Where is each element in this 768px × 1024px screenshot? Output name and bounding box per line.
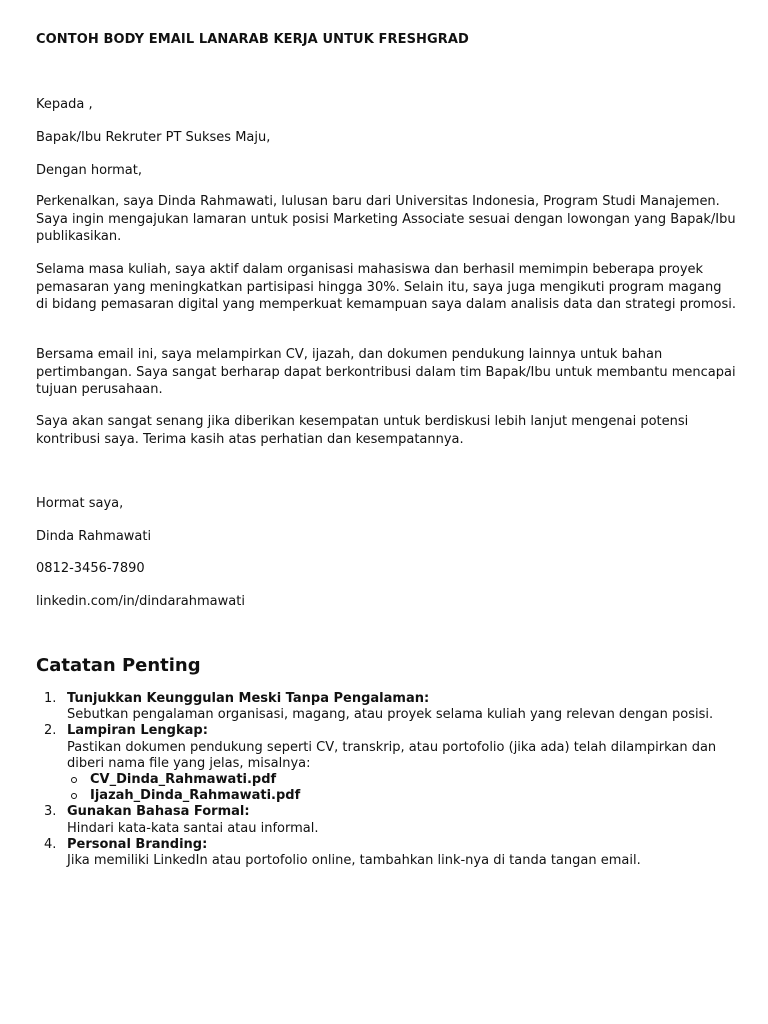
circle-bullet-icon — [71, 777, 77, 783]
circle-bullet-icon — [71, 793, 77, 799]
note-number: 4. — [44, 836, 57, 852]
note-title: Personal Branding: — [67, 836, 208, 852]
file-example-item — [67, 788, 736, 804]
note-title: Tunjukkan Keunggulan Meski Tanpa Pengalaman: — [67, 691, 430, 706]
note-description: Sebutkan pengalaman organisasi, magang, atau proyek selama kuliah yang relevan dengan posisi. — [67, 707, 714, 723]
note-title: Gunakan Bahasa Formal: — [67, 804, 250, 820]
note-number: 3. — [44, 804, 57, 820]
note-item — [36, 691, 736, 723]
file-example-list — [67, 772, 736, 804]
note-item — [36, 804, 736, 836]
signature-linkedin: linkedin.com/in/dindarahmawati — [36, 594, 245, 609]
letter-greeting: Kepada , — [36, 97, 93, 112]
document-title: CONTOH BODY EMAIL LANARAB KERJA UNTUK FRESHGRAD — [36, 32, 469, 47]
letter-salutation: Dengan hormat, — [36, 163, 143, 178]
file-name: CV_Dinda_Rahmawati.pdf — [90, 772, 277, 788]
letter-paragraph-attachments: Bersama email ini, saya melampirkan CV, ijazah, dan dokumen pendukung lainnya untuk bahan pertimbangan. Saya sangat berharap dapat berkontribusi dalam tim Bapak/Ibu untuk membantu mencapai tujuan perusahaan. — [36, 347, 736, 397]
note-description: Jika memiliki LinkedIn atau portofolio online, tambahkan link-nya di tanda tangan email. — [67, 853, 641, 869]
notes-list — [36, 691, 736, 869]
note-item — [36, 837, 736, 869]
note-number: 2. — [44, 723, 57, 739]
signature-phone: 0812-3456-7890 — [36, 561, 145, 576]
note-number: 1. — [44, 691, 57, 706]
note-description: Pastikan dokumen pendukung seperti CV, transkrip, atau portofolio (jika ada) telah dilampirkan dan diberi nama file yang jelas, misalnya: — [67, 739, 717, 771]
signature-name: Dinda Rahmawati — [36, 529, 152, 544]
file-name: Ijazah_Dinda_Rahmawati.pdf — [90, 788, 301, 804]
letter-paragraph-experience: Selama masa kuliah, saya aktif dalam organisasi mahasiswa dan berhasil memimpin beberapa proyek pemasaran yang meningkatkan partisipasi hingga 30%. Selain itu, saya juga mengikuti program magang di bidang pemasaran digital yang memperkuat kemampuan saya dalam analisis data dan strategi promosi. — [36, 262, 736, 312]
note-title: Lampiran Lengkap: — [67, 723, 208, 739]
letter-paragraph-intro: Perkenalkan, saya Dinda Rahmawati, lulusan baru dari Universitas Indonesia, Program Studi Manajemen. Saya ingin mengajukan lamaran untuk posisi Marketing Associate sesuai dengan lowongan yang Bapak/Ibu publikasikan. — [36, 194, 736, 244]
letter-paragraph-closing: Saya akan sangat senang jika diberikan kesempatan untuk berdiskusi lebih lanjut mengenai potensi kontribusi saya. Terima kasih atas perhatian dan kesempatannya. — [36, 414, 689, 447]
note-item — [36, 723, 736, 804]
letter-closing: Hormat saya, — [36, 496, 124, 511]
file-example-item — [67, 772, 736, 788]
letter-recipient: Bapak/Ibu Rekruter PT Sukses Maju, — [36, 130, 271, 145]
notes-heading: Catatan Penting — [36, 655, 201, 676]
note-description: Hindari kata-kata santai atau informal. — [67, 820, 319, 836]
